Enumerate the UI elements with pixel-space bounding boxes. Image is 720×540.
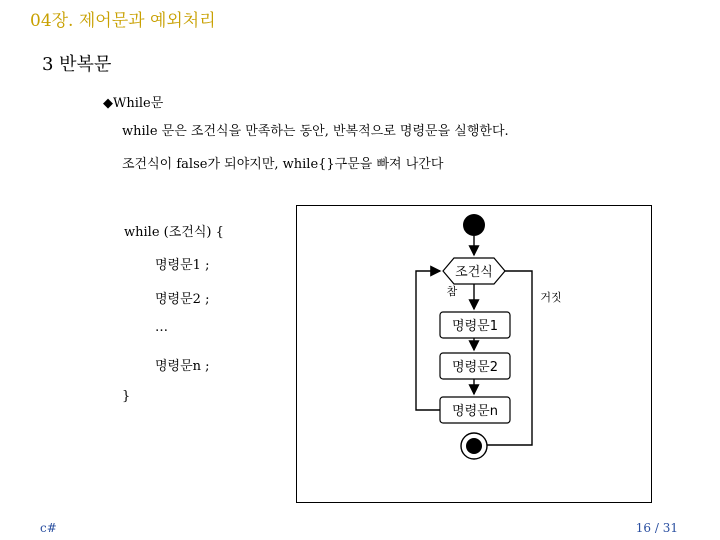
box-statement-n-label: 명령문n <box>452 404 498 419</box>
section-title: 3 반복문 <box>42 54 112 75</box>
body-line-2: 조건식이 false가 되야지만, while{}구문을 빠져 나간다 <box>122 157 444 172</box>
footer-page-number: 16 / 31 <box>635 521 678 535</box>
code-while-open: while (조건식) { <box>124 225 224 240</box>
false-label: 거짓 <box>540 291 562 304</box>
footer-course-label: c# <box>40 521 57 535</box>
box-statement-2-label: 명령문2 <box>452 360 498 375</box>
code-close-brace: } <box>122 389 131 404</box>
code-statement-1: 명령문1 ; <box>155 258 210 273</box>
box-statement-1-label: 명령문1 <box>452 319 498 334</box>
chapter-title: 04장. 제어문과 예외처리 <box>30 11 216 31</box>
bullet-heading-text: While문 <box>113 96 164 111</box>
bullet-heading <box>103 92 163 111</box>
code-ellipsis: … <box>155 320 168 335</box>
loop-back-arrow <box>416 271 440 410</box>
code-statement-n: 명령문n ; <box>155 359 210 374</box>
true-label: 참 <box>446 285 458 298</box>
end-node <box>466 438 482 454</box>
start-node <box>463 214 485 236</box>
condition-label: 조건식 <box>455 265 493 280</box>
while-flowchart <box>296 205 652 503</box>
code-statement-2: 명령문2 ; <box>155 292 210 307</box>
body-line-1: while 문은 조건식을 만족하는 동안, 반복적으로 명령문을 실행한다. <box>122 124 509 139</box>
bullet-marker: ◆ <box>103 96 113 111</box>
